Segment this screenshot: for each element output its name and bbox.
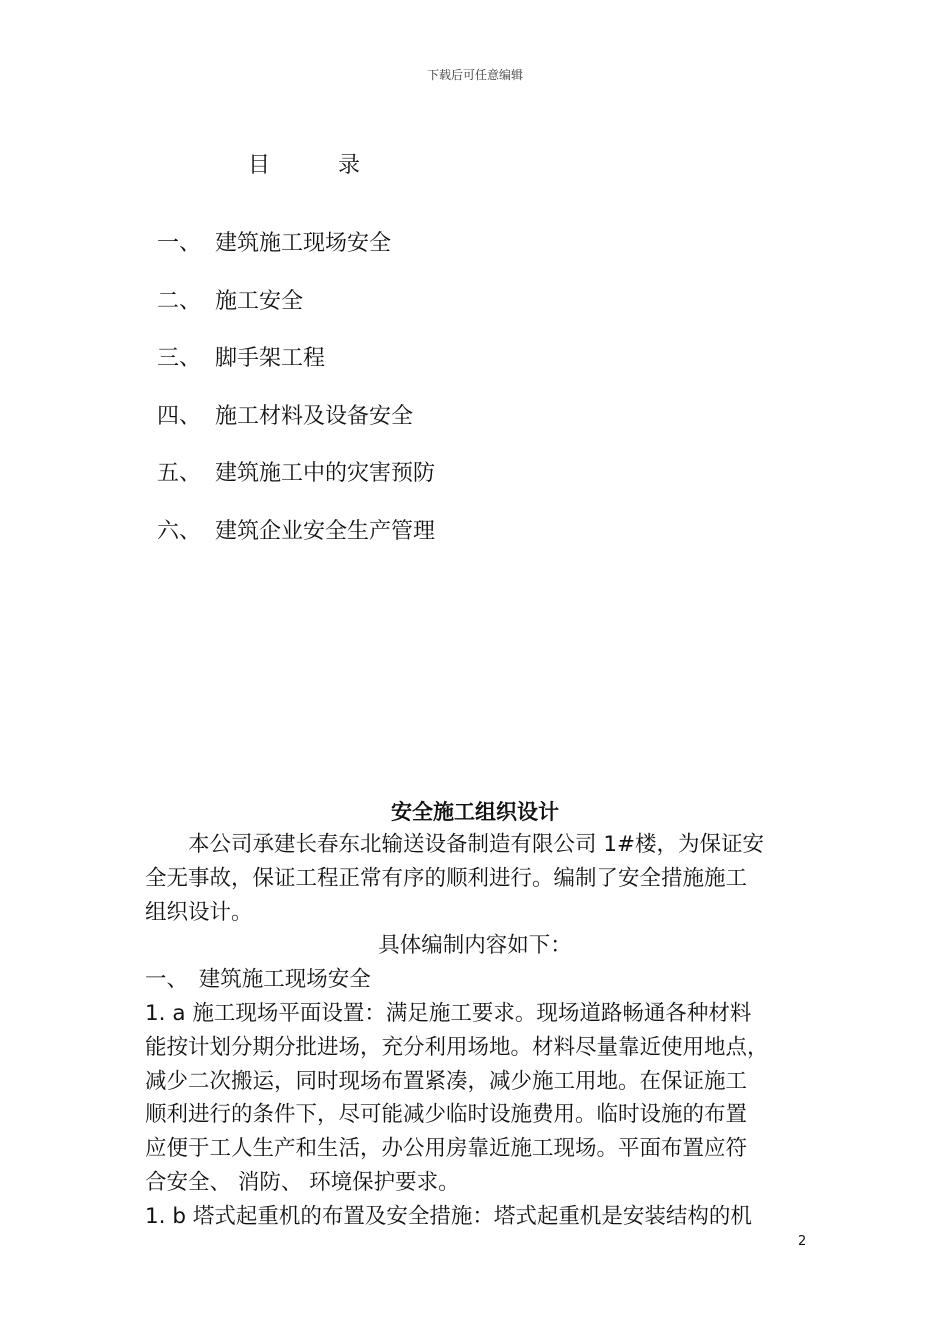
toc-item-number: 三、 xyxy=(157,346,202,372)
page-number: 2 xyxy=(798,1234,807,1249)
toc-title xyxy=(248,148,360,179)
page-header-note: 下载后可任意编辑 xyxy=(426,68,523,82)
body-line: 合安全、 消防、 环境保护要求。 xyxy=(145,1169,460,1195)
toc-item-number: 一、 xyxy=(157,231,202,256)
toc-item-label: 施工安全 xyxy=(215,288,304,314)
toc-item-label: 施工材料及设备安全 xyxy=(215,403,414,429)
body-line: 1. a 施工现场平面设置：满足施工要求。现场道路畅通各种材料 xyxy=(145,1000,752,1026)
toc-title-left: 目 xyxy=(248,153,271,178)
toc-item xyxy=(157,228,435,286)
body-line: 应便于工人生产和生活，办公用房靠近施工现场。平面布置应符 xyxy=(145,1136,748,1162)
toc-item-number: 四、 xyxy=(157,403,202,429)
body-line: 具体编制内容如下： xyxy=(378,933,572,959)
body-line: 组织设计。 xyxy=(145,899,253,925)
body-line: 本公司承建长春东北输送设备制造有限公司 1#楼，为保证安 xyxy=(188,832,765,857)
toc-title-right: 录 xyxy=(338,153,361,178)
toc-item-number: 六、 xyxy=(157,518,202,544)
toc-item xyxy=(157,343,435,401)
body-line: 能按计划分期分批进场，充分利用场地。材料尽量靠近使用地点， xyxy=(145,1034,769,1060)
body-line: 顺利进行的条件下，尽可能减少临时设施费用。临时设施的布置 xyxy=(145,1102,748,1128)
section-heading: 一、 建筑施工现场安全 xyxy=(145,967,371,993)
document-body xyxy=(145,828,805,1234)
toc-item-label: 建筑施工中的灾害预防 xyxy=(215,461,436,487)
toc-item-number: 二、 xyxy=(157,288,202,314)
toc-item-label: 脚手架工程 xyxy=(215,346,326,372)
body-line: 1. b 塔式起重机的布置及安全措施：塔式起重机是安装结构的机 xyxy=(145,1203,752,1229)
document-title: 安全施工组织设计 xyxy=(391,800,559,824)
table-of-contents xyxy=(157,228,435,574)
toc-item xyxy=(157,516,435,574)
toc-item-label: 建筑企业安全生产管理 xyxy=(215,518,436,544)
body-line: 全无事故，保证工程正常有序的顺利进行。编制了安全措施施工 xyxy=(145,865,748,891)
toc-item-label: 建筑施工现场安全 xyxy=(215,231,392,256)
body-line: 减少二次搬运，同时现场布置紧凑，减少施工用地。在保证施工 xyxy=(145,1068,748,1094)
toc-item xyxy=(157,286,435,344)
toc-item xyxy=(157,401,435,459)
toc-item-number: 五、 xyxy=(157,461,202,487)
toc-item xyxy=(157,458,435,516)
